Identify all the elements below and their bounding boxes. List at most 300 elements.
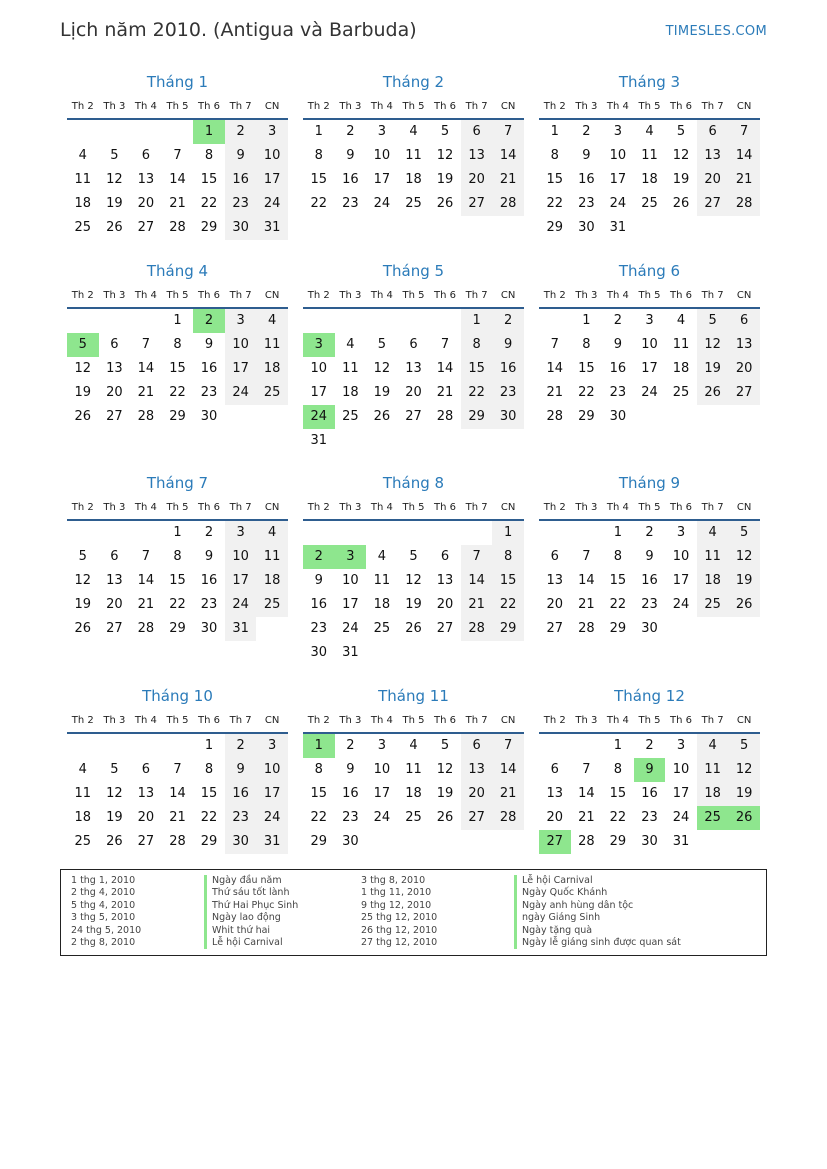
day-cell: 19 xyxy=(106,196,123,211)
day-cell: 11 xyxy=(373,573,391,588)
weekday-label: Th 2 xyxy=(71,101,94,112)
day-cell: 19 xyxy=(405,597,422,612)
day-cell: 30 xyxy=(492,405,524,429)
day-cell: 13 xyxy=(546,786,564,801)
day-cell: 21 xyxy=(169,196,186,211)
brand-link[interactable]: TIMESLES.COM xyxy=(665,24,767,39)
day-cell: 7 xyxy=(582,762,591,777)
day-cell: 4 xyxy=(377,549,387,564)
day-cell: 13 xyxy=(546,573,564,588)
day-cell: 11 xyxy=(697,758,729,782)
holiday-day-cell: 27 xyxy=(539,830,571,854)
day-cell: 12 xyxy=(405,573,422,588)
day-cell: 12 xyxy=(672,148,690,163)
day-cell: 25 xyxy=(74,220,92,235)
weekday-label: CN xyxy=(264,101,280,112)
holiday-day-cell: 2 xyxy=(193,309,225,333)
month-title: Tháng 6 xyxy=(618,262,681,280)
empty-cell xyxy=(539,734,571,758)
legend-date: 1 thg 1, 2010 xyxy=(71,875,136,886)
month-title: Tháng 10 xyxy=(142,687,213,705)
weekday-label: Th 2 xyxy=(543,101,566,112)
day-cell: 24 xyxy=(342,621,359,636)
weekday-label: Th 4 xyxy=(134,290,157,301)
day-cell: 27 xyxy=(728,381,760,405)
day-cell: 21 xyxy=(492,782,524,806)
day-cell: 22 xyxy=(169,385,186,400)
day-cell: 13 xyxy=(461,758,493,782)
day-cell: 9 xyxy=(492,333,524,357)
day-cell: 15 xyxy=(578,361,595,376)
weekday-header xyxy=(67,496,288,521)
holiday-day-cell: 24 xyxy=(303,405,335,429)
empty-cell xyxy=(539,521,571,545)
day-cell: 14 xyxy=(728,144,760,168)
weekday-label: Th 5 xyxy=(402,101,425,112)
day-cell: 29 xyxy=(609,621,627,636)
day-grid xyxy=(67,521,288,641)
day-cell: 9 xyxy=(204,549,214,564)
day-cell: 28 xyxy=(578,621,595,636)
day-cell: 22 xyxy=(546,196,564,211)
day-cell: 12 xyxy=(74,573,92,588)
day-cell: 10 xyxy=(609,148,627,163)
day-cell: 16 xyxy=(342,172,359,187)
day-cell: 21 xyxy=(578,810,595,825)
day-cell: 9 xyxy=(613,337,623,352)
legend-date: 25 thg 12, 2010 xyxy=(361,912,438,924)
day-cell: 28 xyxy=(546,409,564,424)
day-cell: 21 xyxy=(461,593,493,617)
day-cell: 20 xyxy=(137,810,155,825)
day-cell: 28 xyxy=(728,192,760,216)
day-cell: 26 xyxy=(74,621,92,636)
day-cell: 5 xyxy=(377,337,387,352)
month-block xyxy=(303,70,524,216)
day-cell: 6 xyxy=(440,549,450,564)
legend-holiday-name: Thứ sáu tốt lành xyxy=(204,887,298,899)
legend-date: 1 thg 11, 2010 xyxy=(361,887,432,899)
month-title: Tháng 2 xyxy=(382,73,445,91)
empty-cell xyxy=(67,309,99,333)
month-block xyxy=(303,684,524,854)
day-cell: 20 xyxy=(405,385,422,400)
day-cell: 19 xyxy=(697,357,729,381)
day-cell: 11 xyxy=(256,545,288,569)
day-cell: 14 xyxy=(169,786,186,801)
weekday-label: Th 7 xyxy=(465,290,488,301)
day-cell: 27 xyxy=(697,192,729,216)
day-cell: 7 xyxy=(550,337,559,352)
day-cell: 24 xyxy=(225,593,257,617)
day-cell: 7 xyxy=(141,337,151,352)
day-cell: 12 xyxy=(373,361,391,376)
weekday-header xyxy=(539,95,760,120)
weekday-label: Th 5 xyxy=(402,290,425,301)
day-cell: 2 xyxy=(613,313,623,328)
day-cell: 6 xyxy=(461,734,493,758)
weekday-label: Th 7 xyxy=(701,715,724,726)
day-cell: 26 xyxy=(74,409,92,424)
month-title: Tháng 1 xyxy=(146,73,209,91)
day-cell: 22 xyxy=(200,196,218,211)
day-cell: 23 xyxy=(225,192,257,216)
day-cell: 3 xyxy=(613,124,623,139)
day-cell: 20 xyxy=(546,597,564,612)
day-cell: 17 xyxy=(310,385,328,400)
day-cell: 2 xyxy=(645,738,654,753)
day-cell: 7 xyxy=(440,337,450,352)
weekday-label: CN xyxy=(264,290,280,301)
day-cell: 29 xyxy=(461,405,493,429)
day-cell: 13 xyxy=(106,361,123,376)
weekday-label: Th 4 xyxy=(370,502,393,513)
legend-date: 2 thg 4, 2010 xyxy=(71,887,136,899)
day-cell: 2 xyxy=(346,738,355,753)
weekday-label: Th 6 xyxy=(670,502,693,513)
legend-date: 9 thg 12, 2010 xyxy=(361,899,432,911)
day-grid xyxy=(539,309,760,429)
day-cell: 18 xyxy=(641,172,658,187)
day-cell: 18 xyxy=(405,172,422,187)
day-cell: 4 xyxy=(409,124,418,139)
day-cell: 16 xyxy=(310,597,328,612)
day-cell: 19 xyxy=(672,172,690,187)
day-cell: 4 xyxy=(78,148,87,163)
empty-cell xyxy=(335,309,367,333)
month-block xyxy=(539,70,760,240)
day-cell: 17 xyxy=(641,361,658,376)
day-cell: 24 xyxy=(225,381,257,405)
weekday-label: CN xyxy=(736,715,752,726)
day-cell: 4 xyxy=(256,309,288,333)
day-cell: 26 xyxy=(697,381,729,405)
day-cell: 20 xyxy=(106,597,123,612)
day-cell: 26 xyxy=(728,593,760,617)
day-cell: 30 xyxy=(641,834,658,849)
day-cell: 1 xyxy=(582,313,591,328)
day-cell: 12 xyxy=(106,172,123,187)
day-cell: 17 xyxy=(672,786,690,801)
day-cell: 3 xyxy=(256,734,288,758)
legend-holiday-name: Lễ hội Carnival xyxy=(514,875,681,887)
day-cell: 6 xyxy=(409,337,418,352)
empty-cell xyxy=(398,521,430,545)
day-cell: 18 xyxy=(672,361,690,376)
day-cell: 29 xyxy=(169,621,186,636)
day-cell: 27 xyxy=(106,621,123,636)
day-cell: 17 xyxy=(342,597,359,612)
day-cell: 30 xyxy=(641,621,658,636)
day-cell: 4 xyxy=(346,337,355,352)
day-cell: 23 xyxy=(609,385,627,400)
day-cell: 26 xyxy=(436,810,454,825)
day-cell: 19 xyxy=(74,385,92,400)
day-cell: 22 xyxy=(492,593,524,617)
legend-date: 24 thg 5, 2010 xyxy=(71,924,142,936)
day-cell: 12 xyxy=(436,762,454,777)
day-cell: 13 xyxy=(106,573,123,588)
day-cell: 1 xyxy=(173,525,182,540)
day-cell: 18 xyxy=(256,357,288,381)
day-cell: 4 xyxy=(409,738,418,753)
holiday-legend xyxy=(60,869,767,956)
legend-date: 2 thg 8, 2010 xyxy=(71,936,136,948)
weekday-label: Th 3 xyxy=(575,715,598,726)
weekday-label: Th 4 xyxy=(606,715,629,726)
day-cell: 20 xyxy=(697,168,729,192)
day-cell: 16 xyxy=(200,361,218,376)
day-cell: 10 xyxy=(225,333,257,357)
day-cell: 11 xyxy=(74,786,92,801)
weekday-label: Th 5 xyxy=(166,715,189,726)
day-cell: 2 xyxy=(582,124,591,139)
month-block xyxy=(539,259,760,429)
day-cell: 25 xyxy=(672,385,690,400)
day-cell: 4 xyxy=(256,521,288,545)
day-cell: 22 xyxy=(461,381,493,405)
day-cell: 19 xyxy=(106,810,123,825)
day-cell: 30 xyxy=(342,834,359,849)
weekday-label: CN xyxy=(500,101,516,112)
day-cell: 23 xyxy=(200,385,218,400)
day-cell: 5 xyxy=(78,549,87,564)
page-title: Lịch năm 2010. (Antigua và Barbuda) xyxy=(60,19,417,41)
day-cell: 10 xyxy=(373,762,391,777)
day-cell: 16 xyxy=(641,786,658,801)
day-cell: 6 xyxy=(141,148,151,163)
day-cell: 18 xyxy=(697,569,729,593)
day-cell: 13 xyxy=(137,786,155,801)
day-cell: 7 xyxy=(728,120,760,144)
day-cell: 29 xyxy=(310,834,328,849)
weekday-label: Th 4 xyxy=(134,101,157,112)
day-cell: 25 xyxy=(405,810,422,825)
month-title: Tháng 11 xyxy=(378,687,449,705)
day-cell: 30 xyxy=(225,216,257,240)
day-cell: 10 xyxy=(256,758,288,782)
empty-cell xyxy=(429,309,461,333)
day-cell: 24 xyxy=(373,810,391,825)
legend-holiday-name: Ngày tặng quà xyxy=(514,925,681,937)
day-cell: 16 xyxy=(225,782,257,806)
day-cell: 14 xyxy=(546,361,564,376)
holiday-day-cell: 3 xyxy=(303,333,335,357)
day-cell: 17 xyxy=(225,569,257,593)
day-cell: 24 xyxy=(256,806,288,830)
day-cell: 14 xyxy=(137,361,155,376)
day-cell: 29 xyxy=(200,834,218,849)
day-cell: 2 xyxy=(492,309,524,333)
day-cell: 1 xyxy=(204,738,214,753)
weekday-label: Th 6 xyxy=(198,715,221,726)
day-cell: 17 xyxy=(373,786,391,801)
day-cell: 17 xyxy=(225,357,257,381)
day-cell: 3 xyxy=(225,521,257,545)
day-cell: 1 xyxy=(492,521,524,545)
day-cell: 10 xyxy=(672,549,690,564)
month-block xyxy=(67,684,288,854)
empty-cell xyxy=(130,734,162,758)
month-block xyxy=(303,259,524,453)
month-block xyxy=(67,70,288,240)
day-cell: 20 xyxy=(728,357,760,381)
holiday-day-cell: 1 xyxy=(193,120,225,144)
day-cell: 26 xyxy=(672,196,690,211)
day-cell: 22 xyxy=(169,597,186,612)
day-cell: 7 xyxy=(173,148,182,163)
day-cell: 15 xyxy=(200,172,218,187)
day-cell: 13 xyxy=(405,361,422,376)
day-cell: 12 xyxy=(106,786,123,801)
day-cell: 26 xyxy=(106,834,123,849)
day-cell: 18 xyxy=(697,782,729,806)
day-cell: 21 xyxy=(137,597,155,612)
day-cell: 19 xyxy=(74,597,92,612)
weekday-label: Th 3 xyxy=(339,715,362,726)
weekday-label: Th 7 xyxy=(465,101,488,112)
day-cell: 13 xyxy=(461,144,493,168)
empty-cell xyxy=(571,521,603,545)
empty-cell xyxy=(335,521,367,545)
day-cell: 19 xyxy=(728,569,760,593)
weekday-label: Th 6 xyxy=(198,502,221,513)
weekday-label: Th 5 xyxy=(638,101,661,112)
day-cell: 14 xyxy=(169,172,186,187)
empty-cell xyxy=(99,309,131,333)
day-cell: 9 xyxy=(645,549,654,564)
month-block xyxy=(67,471,288,641)
day-grid xyxy=(303,309,524,453)
weekday-header xyxy=(539,709,760,734)
day-cell: 26 xyxy=(436,196,454,211)
day-cell: 15 xyxy=(546,172,564,187)
day-cell: 31 xyxy=(609,220,627,235)
month-block xyxy=(539,471,760,641)
day-cell: 24 xyxy=(672,597,690,612)
empty-cell xyxy=(303,309,335,333)
day-cell: 28 xyxy=(578,834,595,849)
day-cell: 27 xyxy=(436,621,454,636)
day-cell: 8 xyxy=(461,333,493,357)
day-cell: 20 xyxy=(106,385,123,400)
day-cell: 17 xyxy=(256,168,288,192)
day-cell: 8 xyxy=(613,762,623,777)
day-cell: 27 xyxy=(106,409,123,424)
day-cell: 26 xyxy=(106,220,123,235)
day-cell: 28 xyxy=(492,806,524,830)
day-cell: 24 xyxy=(373,196,391,211)
day-cell: 9 xyxy=(346,762,355,777)
day-cell: 26 xyxy=(405,621,422,636)
day-cell: 7 xyxy=(492,120,524,144)
empty-cell xyxy=(162,734,194,758)
day-cell: 14 xyxy=(436,361,454,376)
day-cell: 25 xyxy=(256,593,288,617)
day-cell: 4 xyxy=(645,124,654,139)
empty-cell xyxy=(99,521,131,545)
day-cell: 14 xyxy=(492,144,524,168)
day-cell: 20 xyxy=(436,597,454,612)
day-cell: 23 xyxy=(492,381,524,405)
day-grid xyxy=(539,734,760,854)
weekday-header xyxy=(67,709,288,734)
weekday-label: Th 5 xyxy=(402,502,425,513)
day-cell: 29 xyxy=(578,409,595,424)
day-cell: 15 xyxy=(609,786,627,801)
weekday-header xyxy=(303,95,524,120)
weekday-label: Th 5 xyxy=(638,290,661,301)
day-cell: 5 xyxy=(697,309,729,333)
day-cell: 28 xyxy=(137,409,155,424)
weekday-label: Th 7 xyxy=(229,290,252,301)
legend-date: 3 thg 8, 2010 xyxy=(361,875,426,886)
day-cell: 23 xyxy=(225,806,257,830)
weekday-label: Th 3 xyxy=(339,101,362,112)
day-cell: 31 xyxy=(256,830,288,854)
weekday-label: Th 2 xyxy=(71,502,94,513)
day-cell: 18 xyxy=(256,569,288,593)
weekday-label: Th 2 xyxy=(543,290,566,301)
day-cell: 25 xyxy=(697,593,729,617)
day-cell: 11 xyxy=(697,545,729,569)
day-cell: 6 xyxy=(110,549,119,564)
day-cell: 4 xyxy=(676,313,686,328)
day-grid xyxy=(303,521,524,665)
day-cell: 13 xyxy=(436,573,454,588)
day-cell: 5 xyxy=(409,549,418,564)
day-cell: 14 xyxy=(461,569,493,593)
day-cell: 11 xyxy=(256,333,288,357)
weekday-header xyxy=(539,496,760,521)
day-cell: 11 xyxy=(342,361,359,376)
weekday-label: Th 6 xyxy=(434,715,457,726)
weekday-header xyxy=(303,284,524,309)
day-cell: 15 xyxy=(609,573,627,588)
month-block xyxy=(303,471,524,665)
weekday-label: CN xyxy=(736,502,752,513)
empty-cell xyxy=(130,521,162,545)
day-cell: 9 xyxy=(225,758,257,782)
weekday-label: Th 6 xyxy=(198,101,221,112)
weekday-label: Th 5 xyxy=(166,290,189,301)
day-cell: 28 xyxy=(169,834,186,849)
day-cell: 21 xyxy=(728,168,760,192)
weekday-label: Th 7 xyxy=(701,290,724,301)
day-cell: 16 xyxy=(609,361,627,376)
day-cell: 8 xyxy=(204,762,214,777)
day-cell: 15 xyxy=(169,361,186,376)
day-grid xyxy=(539,521,760,641)
weekday-header xyxy=(539,284,760,309)
day-cell: 11 xyxy=(405,762,422,777)
month-title: Tháng 8 xyxy=(382,474,445,492)
day-cell: 27 xyxy=(461,806,493,830)
day-cell: 26 xyxy=(373,409,391,424)
day-cell: 27 xyxy=(546,621,564,636)
day-cell: 6 xyxy=(141,762,151,777)
empty-cell xyxy=(461,521,493,545)
day-cell: 17 xyxy=(373,172,391,187)
day-cell: 25 xyxy=(256,381,288,405)
legend-holiday-name: Thứ Hai Phục Sinh xyxy=(204,900,298,912)
month-title: Tháng 4 xyxy=(146,262,209,280)
legend-holiday-name: Ngày đầu năm xyxy=(204,875,298,887)
day-cell: 23 xyxy=(342,810,359,825)
day-cell: 19 xyxy=(436,786,454,801)
weekday-label: Th 2 xyxy=(543,715,566,726)
weekday-label: CN xyxy=(736,290,752,301)
